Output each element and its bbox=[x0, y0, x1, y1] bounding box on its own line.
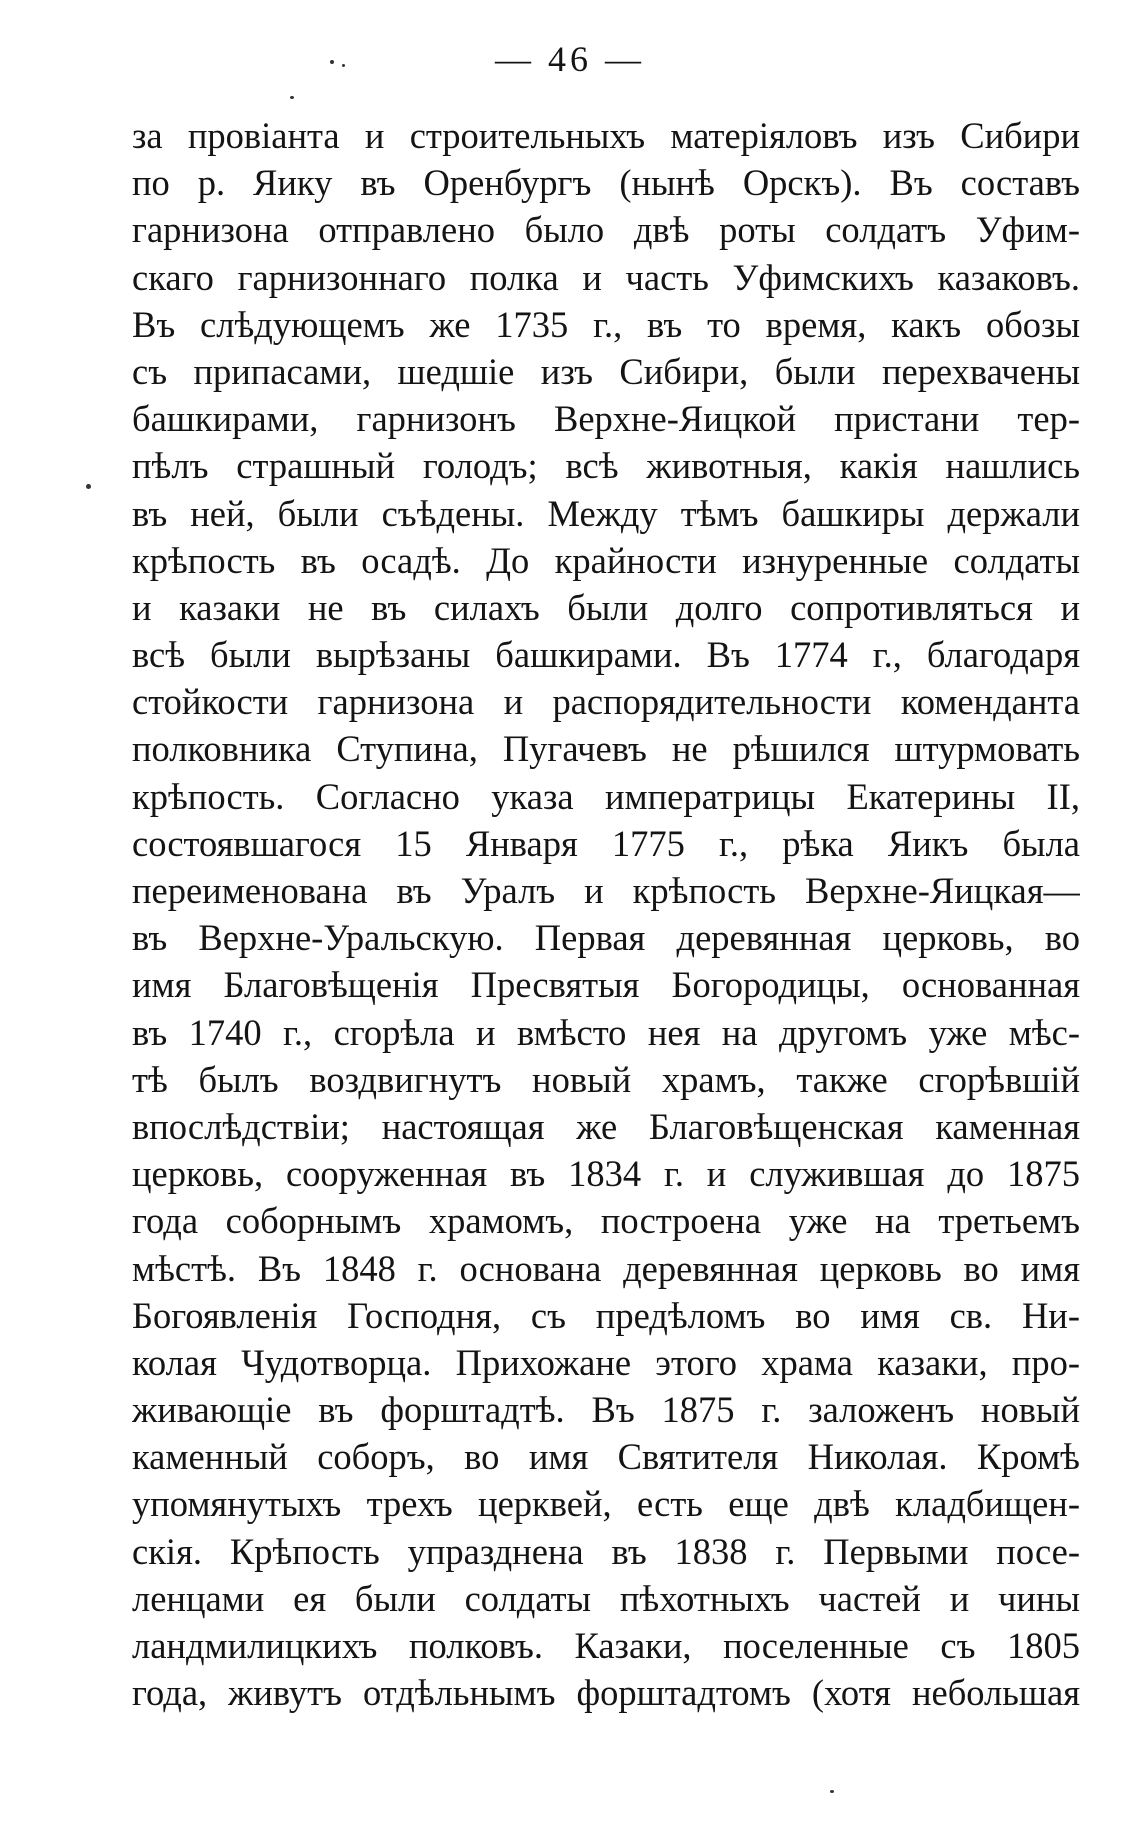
text-line: состоявшагося 15 Января 1775 г., рѣка Яикъ была bbox=[132, 822, 1080, 864]
body-text bbox=[132, 112, 1080, 1716]
text-line: полковника Ступина, Пугачевъ не рѣшился штурмовать bbox=[132, 728, 1080, 770]
text-line: съ припасами, шедшіе изъ Сибири, были перехвачены bbox=[132, 350, 1080, 392]
text-line: скаго гарнизоннаго полка и часть Уфимскихъ казаковъ. bbox=[132, 256, 1080, 298]
text-line: по р. Яику въ Оренбургъ (нынѣ Орскъ). Въ составъ bbox=[132, 162, 1080, 204]
text-line: церковь, сооруженная въ 1834 г. и служившая до 1875 bbox=[132, 1153, 1080, 1195]
text-line: года соборнымъ храмомъ, построена уже на третьемъ bbox=[132, 1200, 1080, 1242]
text-line: каменный соборъ, во имя Святителя Николая. Кромѣ bbox=[132, 1436, 1080, 1478]
text-line: мѣстѣ. Въ 1848 г. основана деревянная церковь во имя bbox=[132, 1247, 1080, 1289]
print-speck bbox=[342, 64, 345, 67]
text-line: башкирами, гарнизонъ Верхне-Яицкой пристани тер- bbox=[132, 398, 1080, 440]
page-number: — 46 — bbox=[495, 39, 645, 79]
text-line: года, живутъ отдѣльнымъ форштадтомъ (хотя небольшая bbox=[132, 1672, 1080, 1714]
print-speck bbox=[830, 1790, 834, 1793]
text-line: имя Благовѣщенія Пресвятыя Богородицы, основанная bbox=[132, 964, 1080, 1006]
text-line: колая Чудотворца. Прихожане этого храма казаки, про- bbox=[132, 1341, 1080, 1383]
print-speck bbox=[330, 60, 334, 64]
text-line: Въ слѣдующемъ же 1735 г., въ то время, какъ обозы bbox=[132, 303, 1080, 345]
text-line: тѣ былъ воздвигнутъ новый храмъ, также сгорѣвшій bbox=[132, 1058, 1080, 1100]
text-line: и казаки не въ силахъ были долго сопротивляться и bbox=[132, 586, 1080, 628]
text-line: гарнизона отправлено было двѣ роты солдатъ Уфим- bbox=[132, 209, 1080, 251]
print-speck bbox=[290, 96, 294, 99]
text-line: упомянутыхъ трехъ церквей, есть еще двѣ кладбищен- bbox=[132, 1483, 1080, 1525]
text-line: живающіе въ форштадтѣ. Въ 1875 г. заложенъ новый bbox=[132, 1389, 1080, 1431]
text-line: переименована въ Уралъ и крѣпость Верхне-Яицкая— bbox=[132, 870, 1080, 911]
text-line: крѣпость въ осадѣ. До крайности изнуренные солдаты bbox=[132, 539, 1080, 581]
text-line: въ Верхне-Уральскую. Первая деревянная церковь, во bbox=[132, 917, 1080, 959]
text-line: за провіанта и строительныхъ матеріяловъ изъ Сибири bbox=[132, 115, 1080, 156]
text-line: въ ней, были съѣдены. Между тѣмъ башкиры держали bbox=[132, 492, 1080, 534]
text-line: всѣ были вырѣзаны башкирами. Въ 1774 г., благодаря bbox=[132, 634, 1080, 676]
text-line: Богоявленія Господня, съ предѣломъ во имя св. Ни- bbox=[132, 1294, 1080, 1336]
text-line: ландмилицкихъ полковъ. Казаки, поселенные съ 1805 bbox=[132, 1625, 1080, 1666]
text-line: пѣлъ страшный голодъ; всѣ животныя, какія нашлись bbox=[132, 445, 1080, 487]
text-line: стойкости гарнизона и распорядительности коменданта bbox=[132, 681, 1080, 723]
print-speck bbox=[86, 484, 91, 489]
text-line: впослѣдствіи; настоящая же Благовѣщенская каменная bbox=[132, 1105, 1080, 1147]
text-line: крѣпость. Согласно указа императрицы Екатерины II, bbox=[132, 775, 1080, 817]
text-line: въ 1740 г., сгорѣла и вмѣсто нея на другомъ уже мѣс- bbox=[132, 1011, 1080, 1053]
text-line: скія. Крѣпость упразднена въ 1838 г. Первыми посе- bbox=[132, 1530, 1080, 1572]
text-line: ленцами ея были солдаты пѣхотныхъ частей и чины bbox=[132, 1577, 1080, 1619]
